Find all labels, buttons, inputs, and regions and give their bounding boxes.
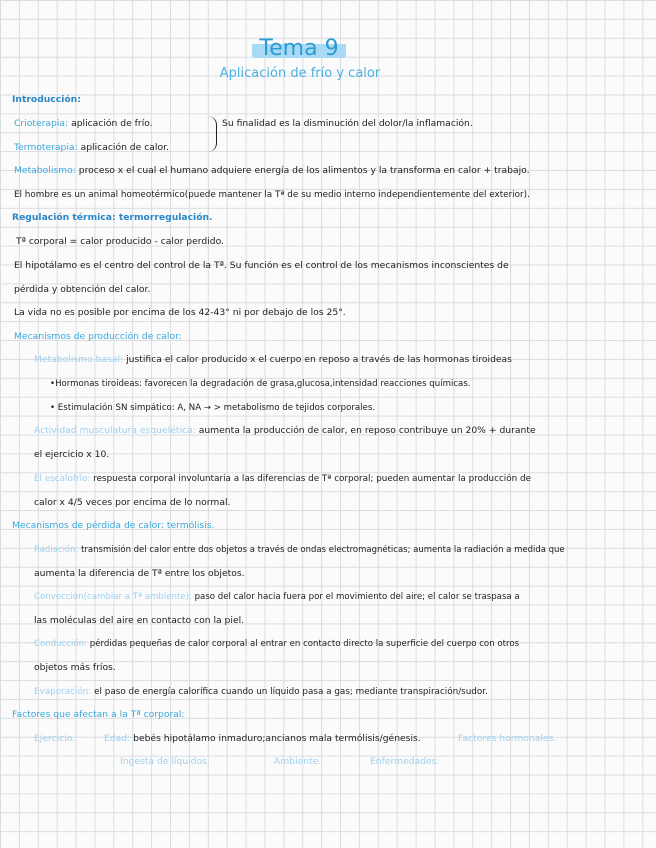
page-title: Tema 9 <box>252 36 346 62</box>
hipotalamo-line-1: El hipotálamo es el centro del control de la Tª. Su función es el control de los mecanismos inconscientes de <box>14 260 509 271</box>
factor-edad-term: Edad: <box>104 733 131 744</box>
conduccion-line <box>34 638 519 650</box>
conduccion-line-2: objetos más fríos. <box>34 662 116 673</box>
factor-liquidos: Ingesta de líquidos. <box>120 756 210 767</box>
termoterapia-term: Termoterapia: <box>14 142 78 153</box>
radiacion-term: Radiación: <box>34 545 79 555</box>
crioterapia-term: Crioterapia: <box>14 118 69 129</box>
radiacion-def: transmisión del calor entre dos objetos a través de ondas electromagnéticas; aumenta la radiación a medida que <box>81 545 565 555</box>
actividad-def: aumenta la producción de calor, en reposo contribuye un 20% + durante <box>198 425 536 436</box>
intro-heading: Introducción: <box>12 94 81 105</box>
conveccion-def: paso del calor hacia fuera por el movimiento del aire; el calor se traspasa a <box>194 592 520 602</box>
escalofrio-line <box>34 473 531 485</box>
regulacion-heading: Regulación térmica: termorregulación. <box>12 212 213 223</box>
hipotalamo-line-2: pérdida y obtención del calor. <box>14 284 151 295</box>
metabolismo-line <box>14 165 530 177</box>
factor-hormonales: Factores hormonales. <box>458 733 557 744</box>
produccion-heading: Mecanismos de producción de calor: <box>14 331 182 342</box>
metabolismo-basal-term: Metabolismo basal: <box>34 354 124 365</box>
perdida-heading: Mecanismos de pérdida de calor: termólisis. <box>12 520 215 531</box>
conveccion-line-2: las moléculas del aire en contacto con la piel. <box>34 615 245 626</box>
conveccion-line <box>34 591 520 603</box>
radiacion-line-2: aumenta la diferencia de Tª entre los objetos. <box>34 568 245 579</box>
crioterapia-def: aplicación de frío. <box>71 118 153 129</box>
actividad-line-2: el ejercicio x 10. <box>34 449 110 460</box>
factor-ambiente: Ambiente. <box>274 756 322 767</box>
escalofrio-def: respuesta corporal involuntaria a las diferencias de Tª corporal; pueden aumentar la producción de <box>93 474 531 484</box>
conduccion-term: Conducción: <box>34 639 88 649</box>
factor-edad-def: bebés hipotálamo inmaduro;ancianos mala termólisis/génesis. <box>133 733 421 744</box>
finalidad-note: Su finalidad es la disminución del dolor/la inflamación. <box>222 118 473 129</box>
factor-ejercicio: Ejercicio. <box>34 733 76 744</box>
conveccion-term: Convección(cambiar a Tª ambiente): <box>34 592 192 602</box>
crioterapia-line <box>14 118 153 130</box>
termoterapia-def: aplicación de calor. <box>80 142 169 153</box>
metabolismo-term: Metabolismo: <box>14 165 76 176</box>
metabolismo-basal-line <box>34 354 512 366</box>
bullet-simpatico: • Estimulación SN simpático: A, NA → > metabolismo de tejidos corporales. <box>50 403 376 413</box>
page-subtitle: Aplicación de frío y calor <box>219 66 381 81</box>
brace <box>208 116 217 152</box>
factor-edad-line <box>104 733 421 745</box>
vida-line: La vida no es posible por encima de los 42-43° ni por debajo de los 25°. <box>14 307 346 318</box>
escalofrio-term: El escalofrío: <box>34 474 91 484</box>
evaporacion-line <box>34 686 488 698</box>
actividad-line <box>34 425 536 437</box>
escalofrio-line-2: calor x 4/5 veces por encima de lo normal. <box>34 497 231 508</box>
actividad-term: Actividad musculatura esquelética: <box>34 425 196 436</box>
metabolismo-basal-def: justifica el calor producido x el cuerpo en reposo a través de las hormonas tiroideas <box>126 354 512 365</box>
factor-enfermedades: Enfermedades. <box>370 756 440 767</box>
evaporacion-term: Evaporación: <box>34 687 92 697</box>
tcorporal-line: Tª corporal = calor producido - calor perdido. <box>16 236 224 247</box>
metabolismo-def: proceso x el cual el humano adquiere energía de los alimentos y la transforma en calor + trabajo. <box>78 165 530 176</box>
termoterapia-line <box>14 142 169 154</box>
radiacion-line <box>34 544 565 556</box>
evaporacion-def: el paso de energía calorífica cuando un líquido pasa a gas; mediante transpiración/sudor. <box>94 687 488 697</box>
factores-heading: Factores que afectan a la Tª corporal: <box>12 709 185 720</box>
homeotermico-line: El hombre es un animal homeotérmico(puede mantener la Tª de su medio interno independientemente del exterior). <box>14 190 530 200</box>
bullet-hormonas: •Hormonas tiroideas: favorecen la degradación de grasa,glucosa,intensidad reacciones químicas. <box>50 379 471 389</box>
conduccion-def: pérdidas pequeñas de calor corporal al entrar en contacto directo la superficie del cuerpo con otros <box>89 639 520 649</box>
